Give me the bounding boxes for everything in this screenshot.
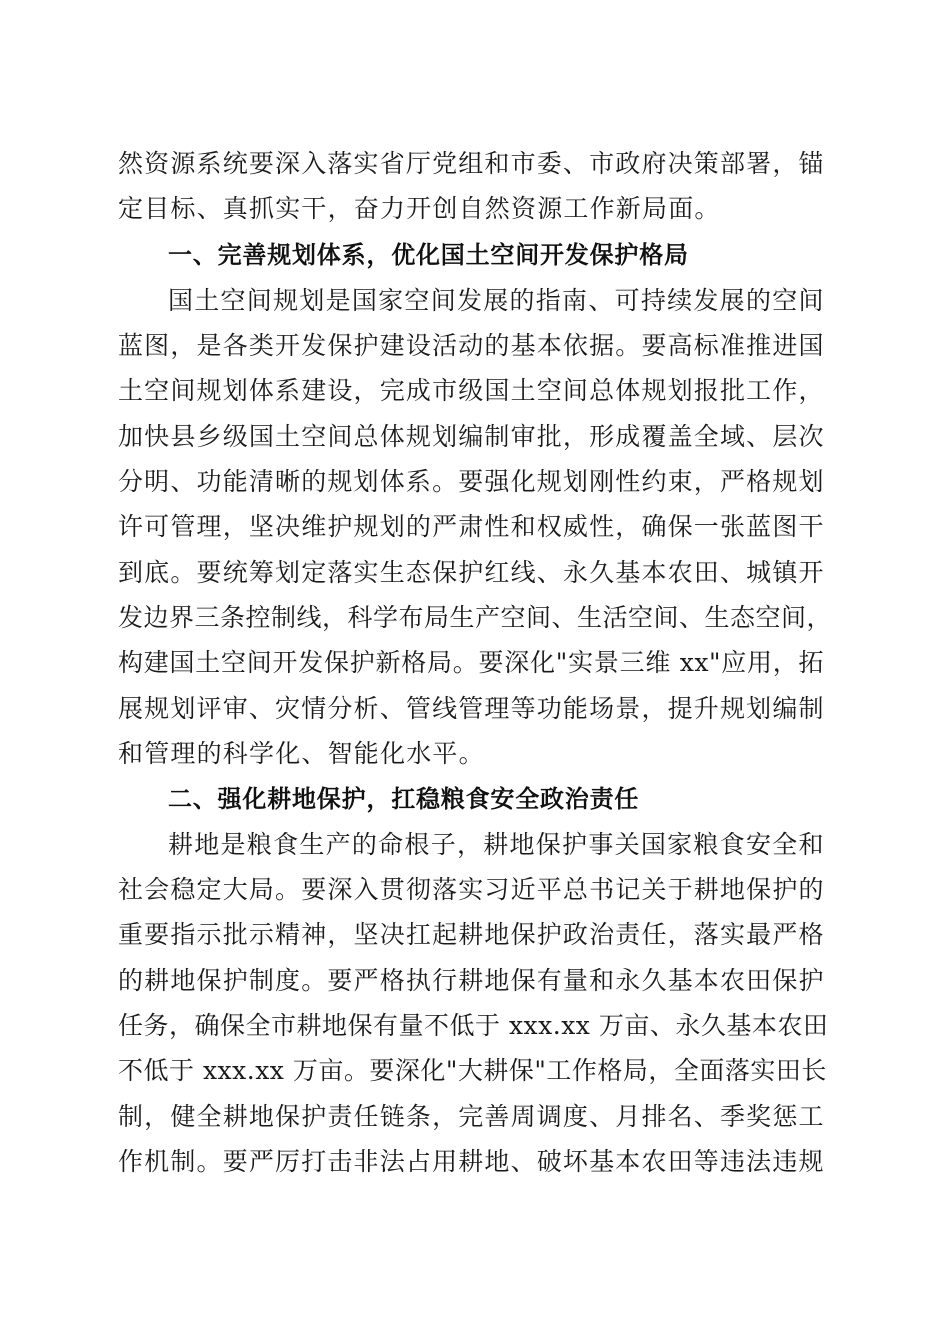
intro-line-2: 定目标、真抓实干，奋力开创自然资源工作新局面。 [118, 194, 721, 223]
section-1-line-2: 蓝图，是各类开发保护建设活动的基本依据。要高标准推进国 [118, 331, 824, 360]
section-2-line-6: 不低于 xxx.xx 万亩。要深化"大耕保"工作格局，全面落实田长 [118, 1056, 827, 1085]
section-2-heading: 二、强化耕地保护，扛稳粮食安全政治责任 [168, 785, 640, 813]
section-1-line-3: 土空间规划体系建设，完成市级国土空间总体规划报批工作， [118, 376, 824, 405]
section-2-line-8: 作机制。要严厉打击非法占用耕地、破坏基本农田等违法违规 [118, 1147, 824, 1176]
section-1-line-10: 展规划评审、灾情分析、管线管理等功能场景，提升规划编制 [118, 694, 824, 723]
section-1-line-4: 加快县乡级国土空间总体规划编制审批，形成覆盖全域、层次 [118, 422, 824, 451]
section-2-line-4: 的耕地保护制度。要严格执行耕地保有量和永久基本农田保护 [118, 966, 824, 995]
section-1-line-9: 构建国土空间开发保护新格局。要深化"实景三维 xx"应用，拓 [118, 648, 824, 677]
section-1-line-6: 许可管理，坚决维护规划的严肃性和权威性，确保一张蓝图干 [118, 512, 824, 541]
section-1-heading: 一、完善规划体系，优化国土空间开发保护格局 [168, 241, 689, 269]
section-2-line-2: 社会稳定大局。要深入贯彻落实习近平总书记关于耕地保护的 [118, 875, 824, 904]
section-2-line-3: 重要指示批示精神，坚决扛起耕地保护政治责任，落实最严格 [118, 920, 824, 949]
section-2-line-7: 制，健全耕地保护责任链条，完善周调度、月排名、季奖惩工 [118, 1102, 824, 1131]
section-1-line-8: 发边界三条控制线，科学布局生产空间、生活空间、生态空间， [118, 603, 833, 632]
section-1-line-11: 和管理的科学化、智能化水平。 [118, 739, 485, 768]
intro-line-1: 然资源系统要深入落实省厅党组和市委、市政府决策部署，锚 [118, 149, 824, 178]
section-1-line-1: 国土空间规划是国家空间发展的指南、可持续发展的空间 [168, 286, 824, 315]
section-1-line-7: 到底。要统筹划定落实生态保护红线、永久基本农田、城镇开 [118, 558, 824, 587]
section-1-line-5: 分明、功能清晰的规划体系。要强化规划刚性约束，严格规划 [118, 467, 824, 496]
section-2-line-1: 耕地是粮食生产的命根子，耕地保护事关国家粮食安全和 [168, 830, 824, 859]
section-2-line-5: 任务，确保全市耕地保有量不低于 xxx.xx 万亩、永久基本农田 [118, 1011, 829, 1040]
